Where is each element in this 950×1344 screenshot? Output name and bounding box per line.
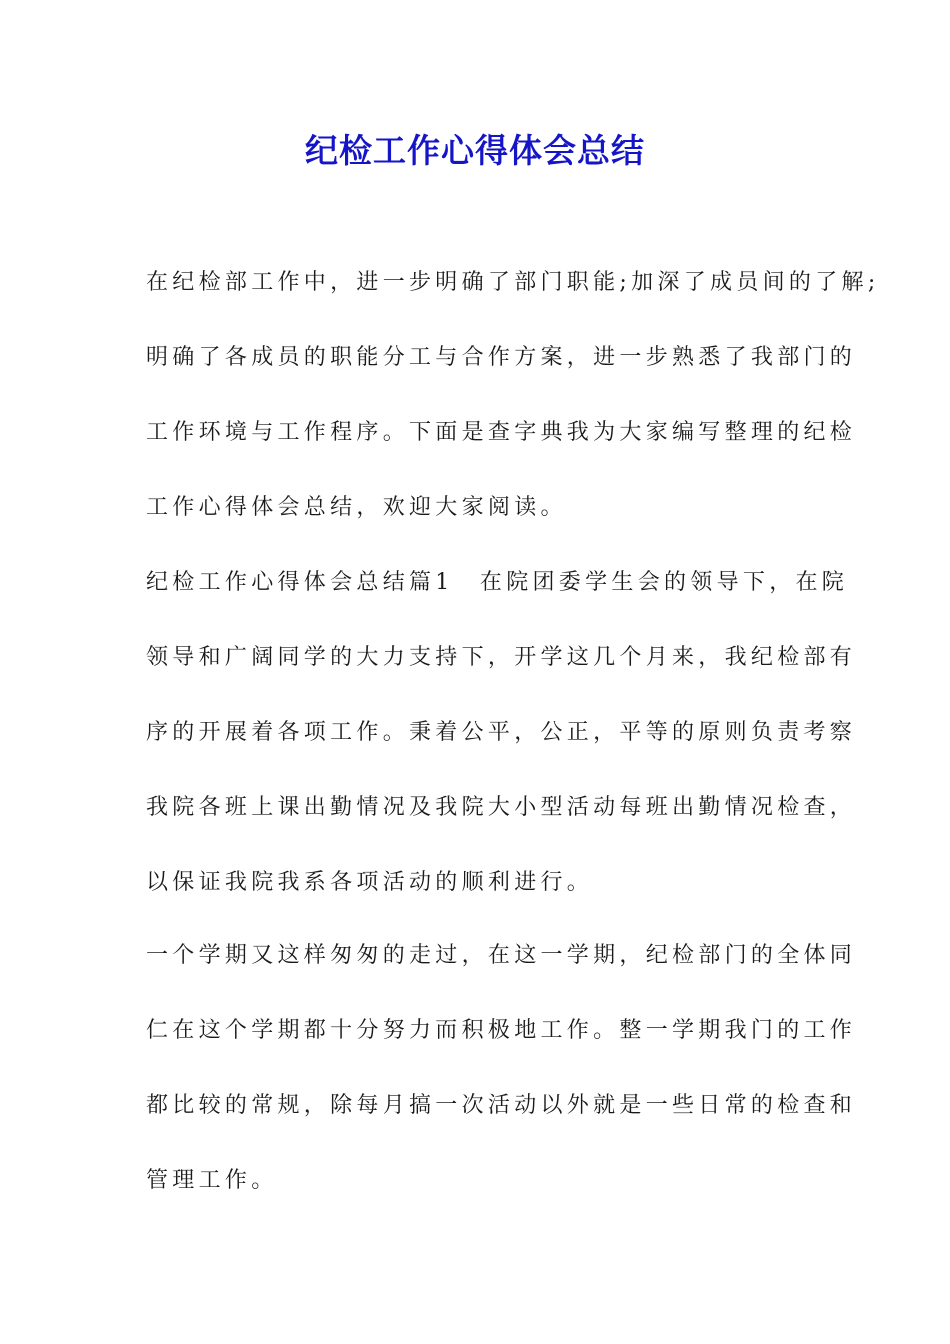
paragraph-line: 纪检工作心得体会总结篇1 在院团委学生会的领导下，在院 [146, 570, 849, 595]
paragraph-line: 管理工作。 [146, 1168, 278, 1193]
paragraph-line: 我院各班上课出勤情况及我院大小型活动每班出勤情况检查， [146, 795, 857, 820]
paragraph-line: 在纪检部工作中，进一步明确了部门职能;加深了成员间的了解; [146, 270, 880, 295]
paragraph-line: 明确了各成员的职能分工与合作方案，进一步熟悉了我部门的 [146, 345, 857, 370]
paragraph-line: 工作环境与工作程序。下面是查字典我为大家编写整理的纪检 [146, 420, 857, 445]
paragraph-line: 工作心得体会总结，欢迎大家阅读。 [146, 495, 567, 520]
paragraph-line: 领导和广阔同学的大力支持下，开学这几个月来，我纪检部有 [146, 645, 857, 670]
paragraph-line: 仁在这个学期都十分努力而积极地工作。整一学期我门的工作 [146, 1018, 857, 1043]
document-title: 纪检工作心得体会总结 [305, 131, 645, 170]
paragraph-line: 以保证我院我系各项活动的顺利进行。 [146, 870, 594, 895]
paragraph-line: 都比较的常规，除每月搞一次活动以外就是一些日常的检查和 [146, 1093, 857, 1118]
paragraph-line: 一个学期又这样匆匆的走过，在这一学期，纪检部门的全体同 [146, 943, 857, 968]
paragraph-line: 序的开展着各项工作。秉着公平，公正，平等的原则负责考察 [146, 720, 857, 745]
